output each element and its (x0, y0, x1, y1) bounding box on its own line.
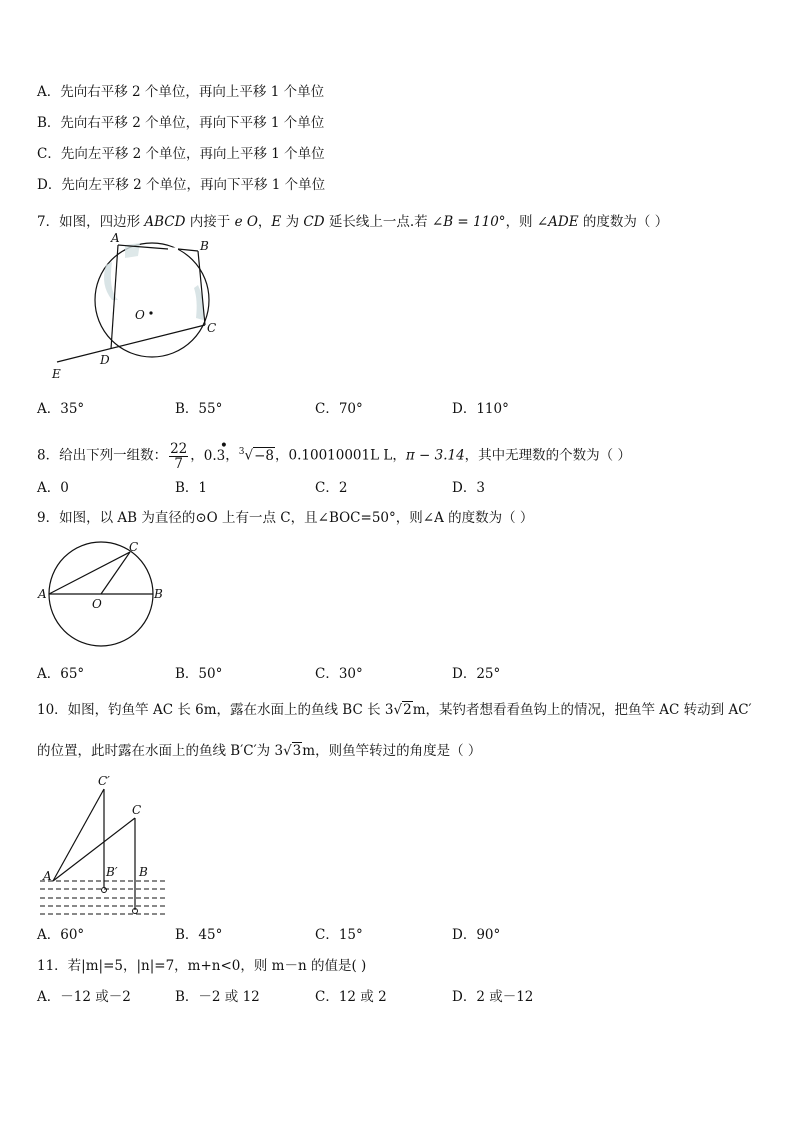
q9-label-o: O (92, 597, 102, 611)
q8-option-b: B．1 (175, 480, 208, 496)
q10-rod-ac (53, 818, 135, 881)
q9-label-b: B (154, 587, 163, 601)
q9-label-a: A (38, 587, 47, 601)
q7-label-e: E (52, 367, 61, 381)
q10-label-c2: C′ (98, 774, 110, 788)
q10-label-c: C (132, 803, 142, 817)
q11-option-c: C．12 或 2 (315, 989, 387, 1005)
q10-option-a: A．60° (37, 927, 85, 943)
q8-option-d: D．3 (452, 480, 485, 496)
q8-option-c: C．2 (315, 480, 348, 496)
q10-label-b: B (139, 865, 148, 879)
q7-option-c: C．70° (315, 401, 363, 417)
q8-fraction: $\frac{22}{7}$ (170, 440, 188, 472)
q7-option-d: D．110° (452, 401, 509, 417)
q9-option-c: C．30° (315, 666, 363, 682)
q10-question-line1: 10．如图，钓鱼竿 AC 长 6m，露在水面上的鱼线 BC 长 3√2m，某钓者想看看鱼钩上的情况，把鱼竿 AC 转动到 AC′ (37, 702, 752, 718)
q11-question: 11．若|m|=5，|n|=7，m+n<0，则 m－n 的值是( ) (37, 958, 367, 974)
q7-label-a: A (111, 231, 120, 245)
q11-option-d: D．2 或－12 (452, 989, 534, 1005)
q7-label-c: C (207, 321, 217, 335)
q7-label-o: O (135, 308, 145, 322)
q6-option-c: C．先向左平移 2 个单位，再向上平移 1 个单位 (37, 146, 325, 162)
q10-hook-1 (102, 888, 107, 893)
q10-label-a: A (43, 869, 52, 883)
q8-option-a: A．0 (37, 480, 69, 496)
q10-label-b2: B′ (106, 865, 118, 879)
q9-option-a: A．65° (37, 666, 85, 682)
q8-repeating-decimal: 0.3 • (203, 437, 229, 464)
q8-question: 8．给出下列一组数： $\frac{22}{7}$ ，0.3 • ，$^3$√−8，0.10010001L L，π − 3.14，其中无理数的个数为（ ） (37, 437, 631, 472)
q6-option-a: A．先向右平移 2 个单位，再向上平移 1 个单位 (37, 84, 325, 100)
q10-question-line2: 的位置，此时露在水面上的鱼线 B′C′为 3√3m，则鱼竿转过的角度是（ ） (37, 743, 482, 759)
q7-option-b: B．55° (175, 401, 223, 417)
q9-question: 9．如图，以 AB 为直径的⊙O 上有一点 C，且∠BOC=50°，则∠A 的度数为（ ） (37, 510, 534, 526)
q7-question: 7．如图，四边形 ABCD 内接于 e O，E 为 CD 延长线上一点.若 ∠B = 110°，则 ∠ADE 的度数为（ ） (37, 214, 669, 230)
q7-option-a: A．35° (37, 401, 85, 417)
q10-option-b: B．45° (175, 927, 223, 943)
q11-option-a: A．－12 或－2 (37, 989, 131, 1005)
q10-option-c: C．15° (315, 927, 363, 943)
q10-option-d: D．90° (452, 927, 501, 943)
q9-option-d: D．25° (452, 666, 501, 682)
q6-option-d: D．先向左平移 2 个单位，再向下平移 1 个单位 (37, 177, 326, 193)
q10-rod-ac2 (53, 789, 104, 881)
q9-label-c: C (129, 540, 139, 554)
q11-option-b: B．－2 或 12 (175, 989, 260, 1005)
q7-label-d: D (100, 353, 110, 367)
q6-option-b: B．先向右平移 2 个单位，再向下平移 1 个单位 (37, 115, 325, 131)
q7-label-b: B (200, 239, 209, 253)
q9-option-b: B．50° (175, 666, 223, 682)
